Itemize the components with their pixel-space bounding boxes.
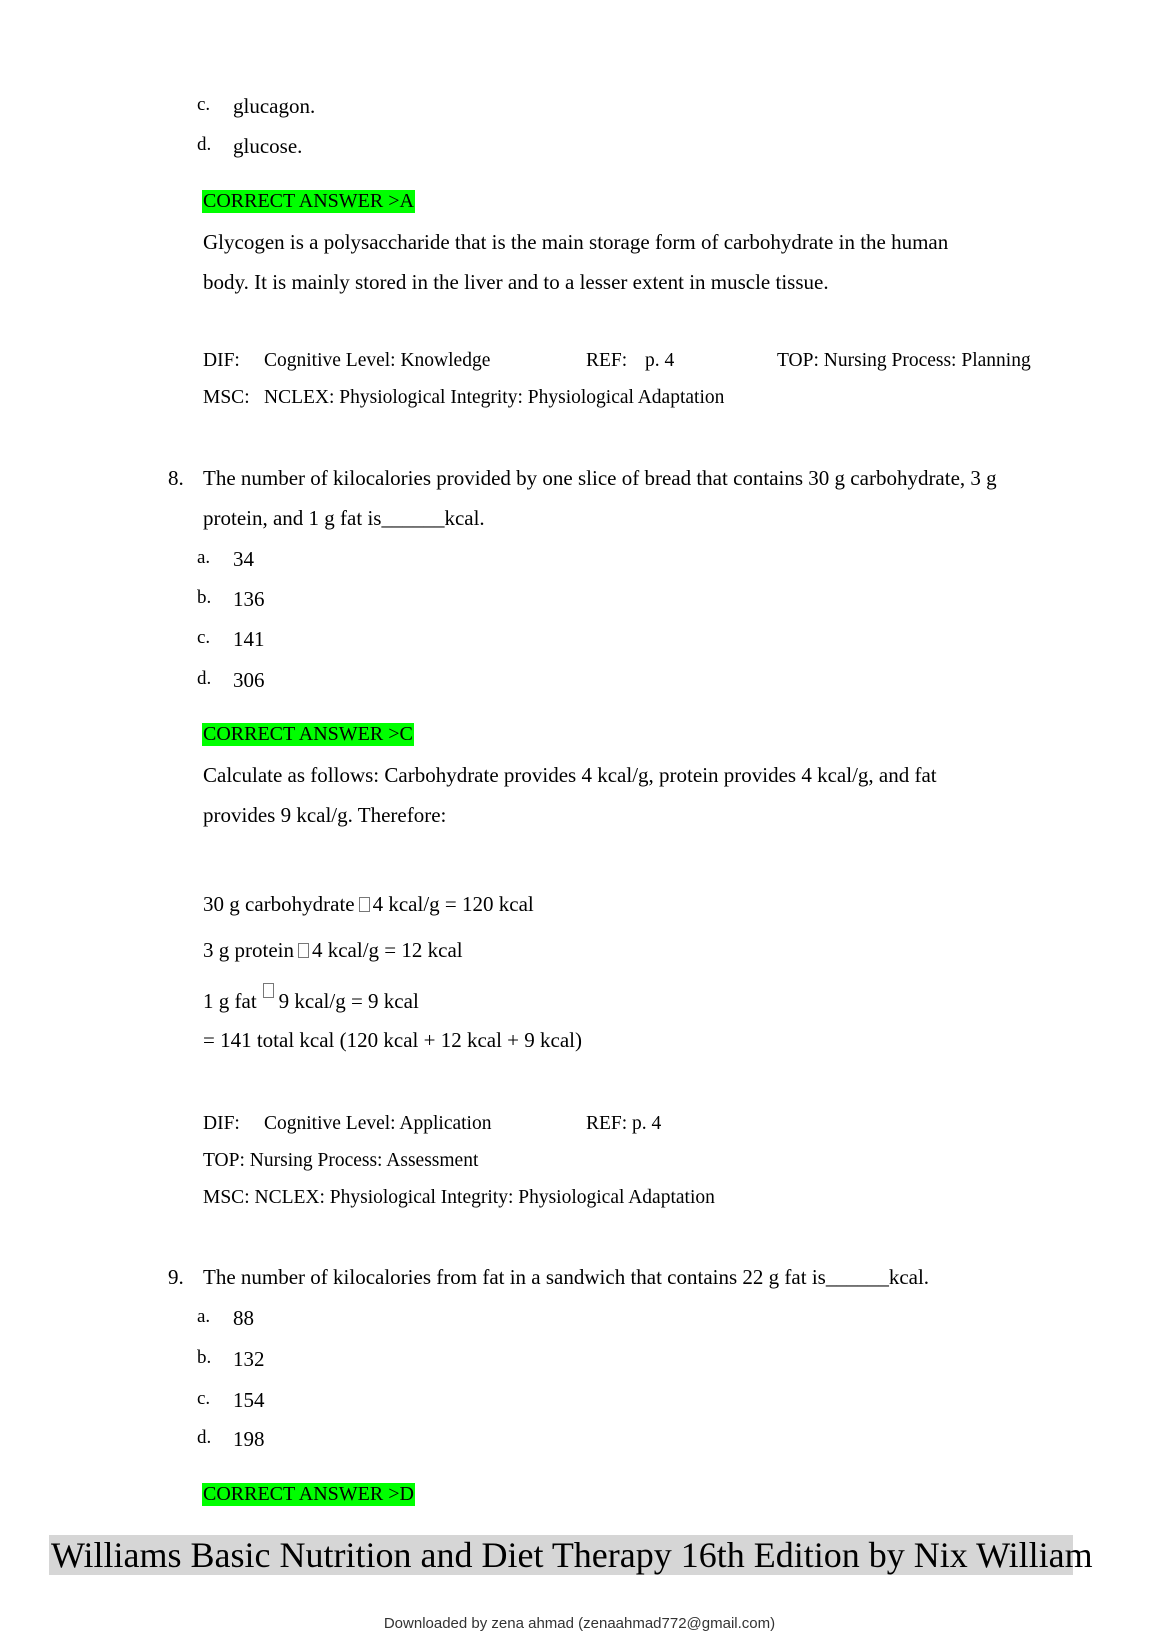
option-text: 88 xyxy=(233,1306,254,1330)
topic: TOP: Nursing Process: Assessment xyxy=(203,1150,479,1171)
rationale-line: provides 9 kcal/g. Therefore: xyxy=(203,803,447,827)
calc-term: 3 g protein xyxy=(203,938,294,962)
msc-value: NCLEX: Physiological Integrity: Physiological Adaptation xyxy=(264,387,725,408)
msc: MSC: NCLEX: Physiological Integrity: Physiological Adaptation xyxy=(203,1187,715,1208)
calc-result: 4 kcal/g = 12 kcal xyxy=(311,938,463,962)
missing-glyph-icon xyxy=(263,983,274,998)
msc-label: MSC: xyxy=(203,387,250,408)
option-text: glucose. xyxy=(233,134,303,158)
rationale-line: Glycogen is a polysaccharide that is the main storage form of carbohydrate in the human xyxy=(203,230,949,254)
question-number: 9. xyxy=(168,1265,184,1289)
option-letter: c. xyxy=(197,1388,211,1409)
ref-value: REF: p. 4 xyxy=(586,1113,662,1134)
option-letter: c. xyxy=(197,94,211,115)
option-text: 34 xyxy=(233,547,254,571)
question-stem-line: The number of kilocalories from fat in a sandwich that contains 22 g fat is______kcal. xyxy=(203,1265,930,1289)
option-letter: c. xyxy=(197,627,211,648)
question-number: 8. xyxy=(168,466,184,490)
calc-term: 30 g carbohydrate xyxy=(203,892,355,916)
calc-total: = 141 total kcal (120 kcal + 12 kcal + 9 kcal) xyxy=(203,1028,582,1052)
dif-label: DIF: xyxy=(203,1113,240,1134)
option-letter: d. xyxy=(197,134,212,155)
correct-answer-highlight: CORRECT ANSWER >C xyxy=(203,723,413,745)
calc-row xyxy=(203,938,463,963)
rationale-line: Calculate as follows: Carbohydrate provides 4 kcal/g, protein provides 4 kcal/g, and fat xyxy=(203,763,937,787)
dif-value: Cognitive Level: Knowledge xyxy=(264,350,491,371)
missing-glyph-icon xyxy=(359,897,370,912)
option-letter: d. xyxy=(197,1427,212,1448)
option-text: 132 xyxy=(233,1347,265,1371)
option-text: 198 xyxy=(233,1427,265,1451)
rationale-line: body. It is mainly stored in the liver and to a lesser extent in muscle tissue. xyxy=(203,270,829,294)
option-letter: d. xyxy=(197,668,212,689)
question-stem-line: protein, and 1 g fat is______kcal. xyxy=(203,506,485,530)
question-stem-line: The number of kilocalories provided by one slice of bread that contains 30 g carbohydrate, 3 g xyxy=(203,466,997,490)
option-text: 154 xyxy=(233,1388,265,1412)
download-notice: Downloaded by zena ahmad (zenaahmad772@gmail.com) xyxy=(383,1615,776,1632)
calc-row xyxy=(203,892,534,917)
calc-term: 1 g fat xyxy=(203,989,257,1013)
option-text: 306 xyxy=(233,668,265,692)
ref-value: p. 4 xyxy=(645,350,675,371)
calc-row xyxy=(203,983,419,1014)
dif-label: DIF: xyxy=(203,350,240,371)
calc-result: 4 kcal/g = 120 kcal xyxy=(372,892,534,916)
option-letter: a. xyxy=(197,1306,211,1327)
correct-answer-highlight: CORRECT ANSWER >A xyxy=(203,190,414,212)
option-letter: a. xyxy=(197,547,211,568)
book-title-banner: Williams Basic Nutrition and Diet Therapy 16th Edition by Nix William xyxy=(51,1535,1093,1575)
dif-value: Cognitive Level: Application xyxy=(264,1113,492,1134)
option-text: glucagon. xyxy=(233,94,316,118)
correct-answer-highlight: CORRECT ANSWER >D xyxy=(203,1483,414,1505)
option-letter: b. xyxy=(197,1347,212,1368)
calc-result: 9 kcal/g = 9 kcal xyxy=(278,989,419,1013)
missing-glyph-icon xyxy=(298,943,309,958)
ref-label: REF: xyxy=(586,350,628,371)
option-text: 136 xyxy=(233,587,265,611)
option-text: 141 xyxy=(233,627,265,651)
option-letter: b. xyxy=(197,587,212,608)
topic: TOP: Nursing Process: Planning xyxy=(777,350,1031,371)
